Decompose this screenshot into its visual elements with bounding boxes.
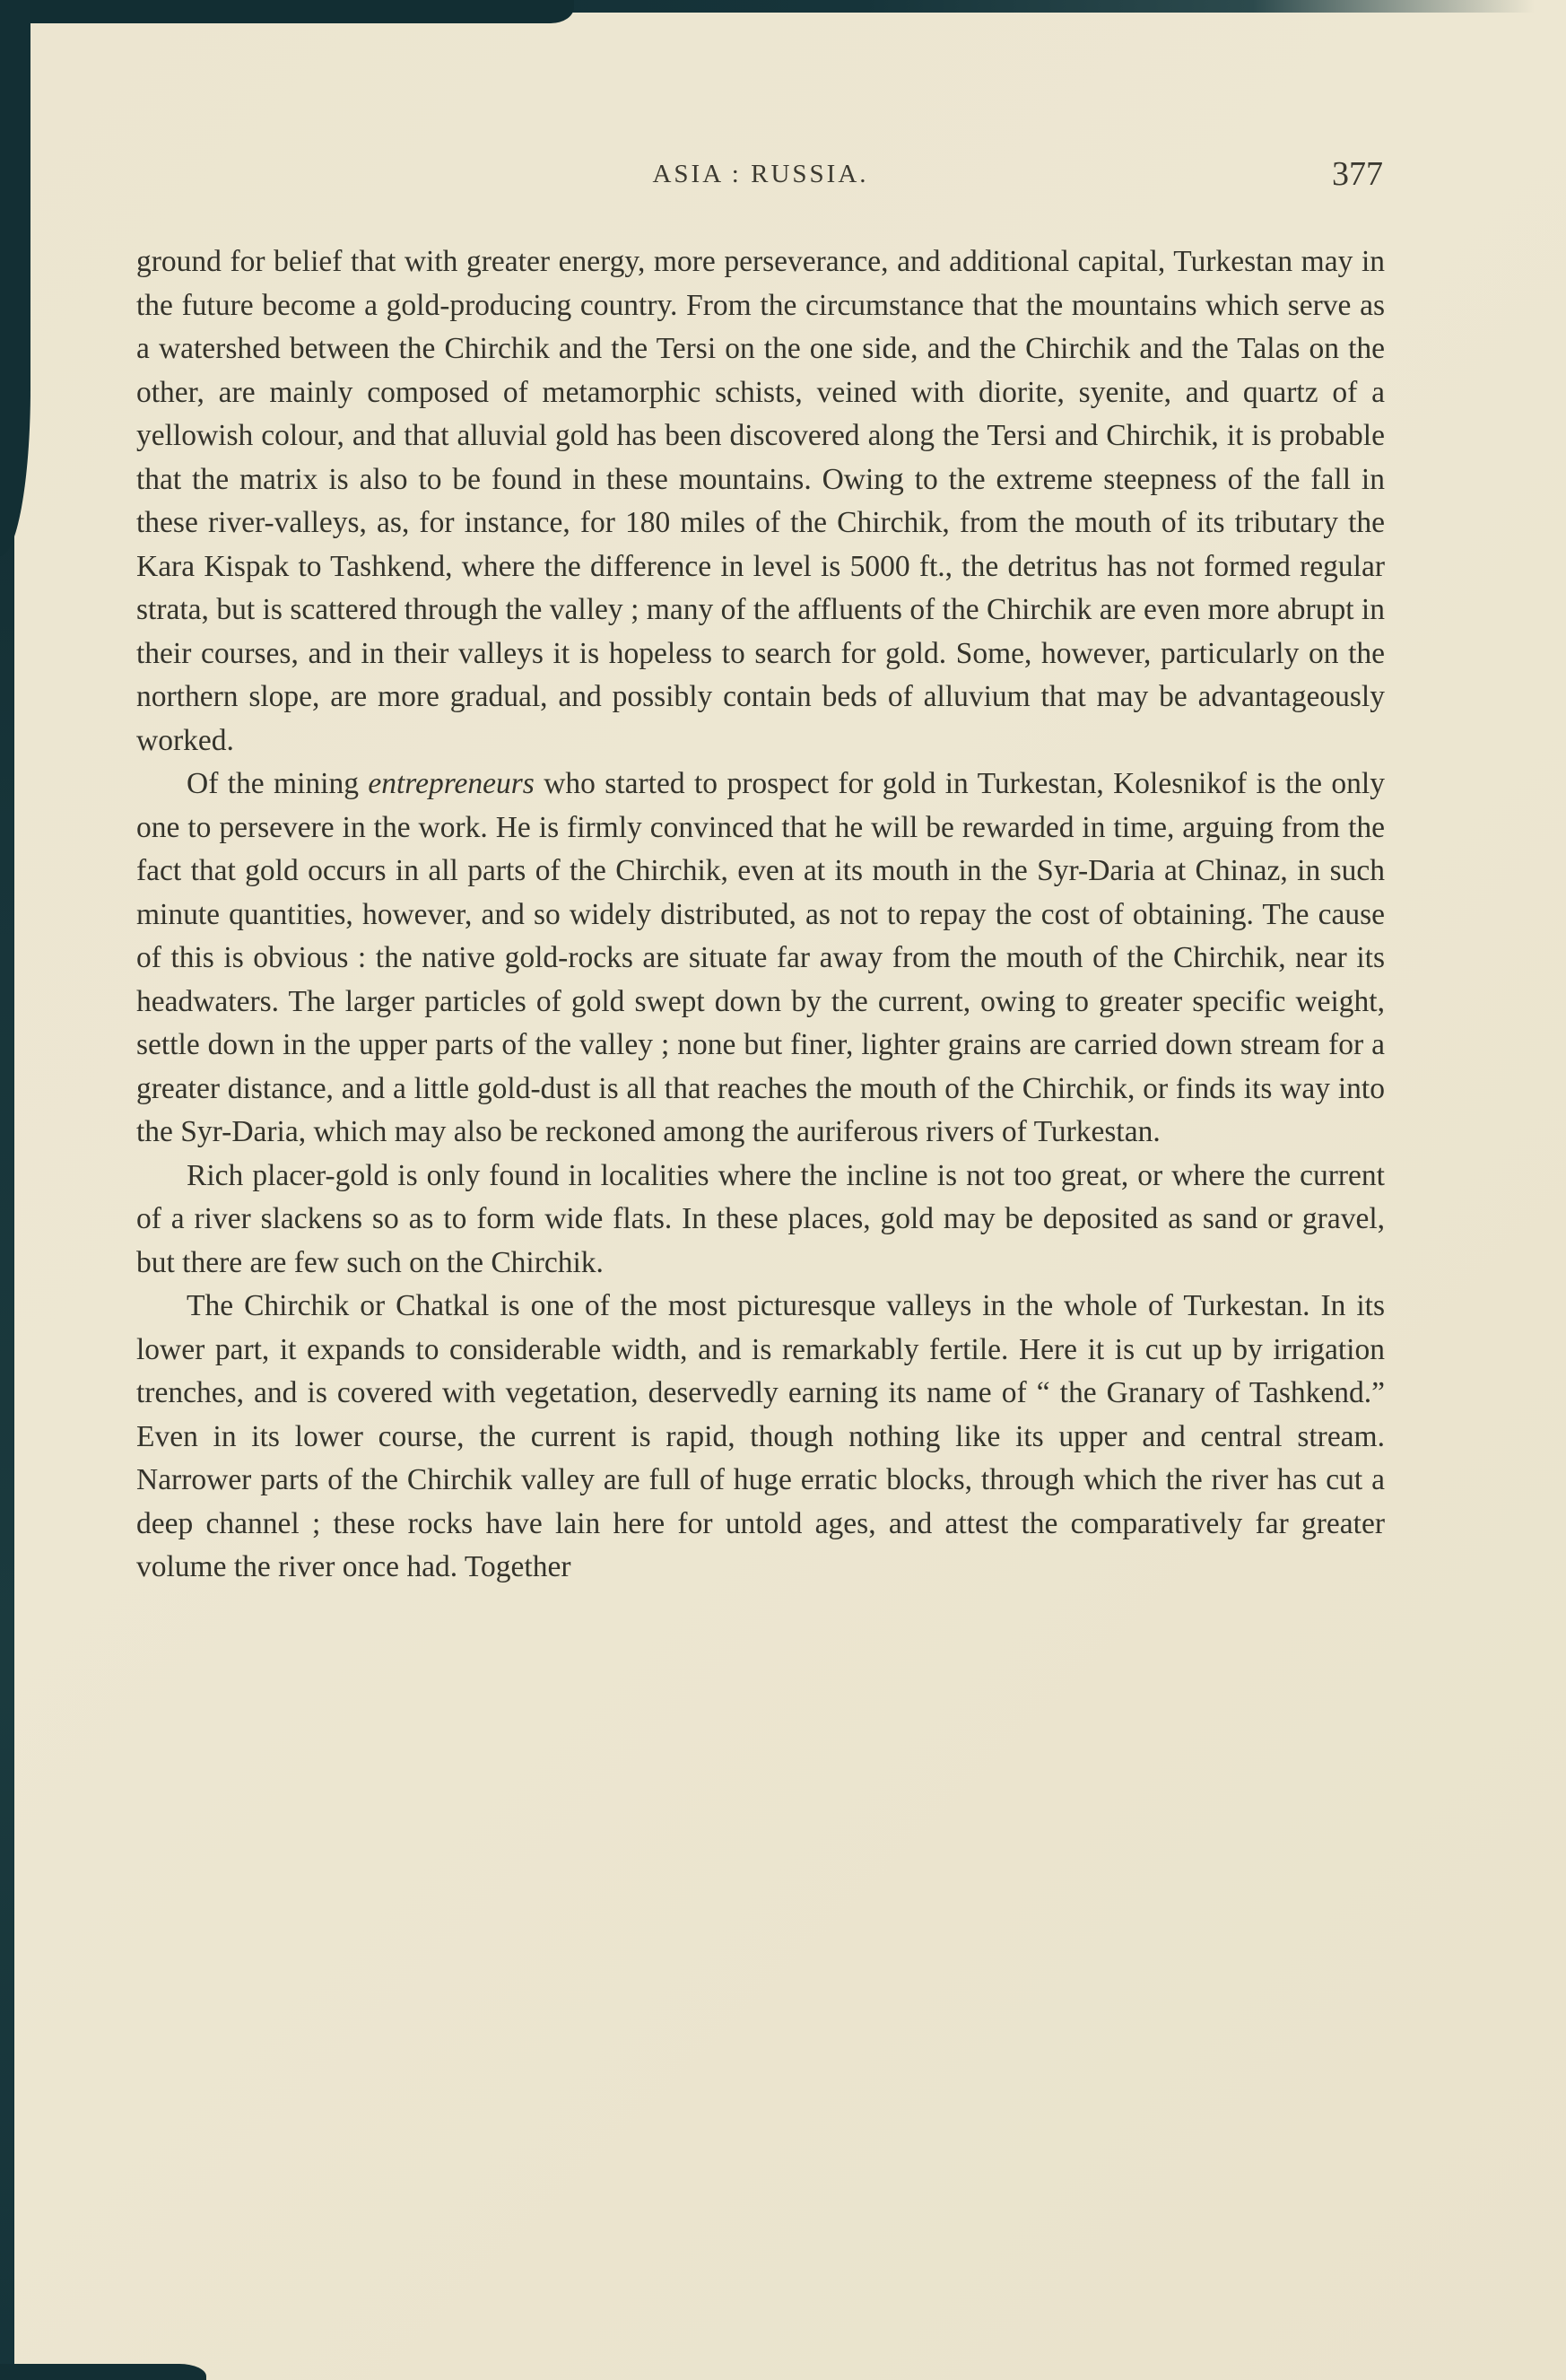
scan-edge-bottom-left <box>0 2364 206 2380</box>
paragraph-4: The Chirchik or Chatkal is one of the most picturesque valleys in the whole of Turkestan. In its lower part, it expands to considerable width, and is remarkably fertile. Here it is cut up by irrigation trenches, and is covered with vegetation, deservedly earning its name of “ the Granary of Tashkend.” Even in its lower course, the current is rapid, though nothing like its upper and central stream. Narrower parts of the Chirchik valley are full of huge erratic blocks, through which the river has cut a deep channel ; these rocks have lain here for untold ages, and attest the comparatively far greater volume the river once had. Together <box>136 1289 1385 1583</box>
scan-edge-left-upper <box>0 0 30 556</box>
running-header: ASIA : RUSSIA. <box>652 160 869 188</box>
italic-term-entrepreneurs: entrepreneurs <box>368 767 535 800</box>
page-number: 377 <box>1332 155 1383 193</box>
paragraph-3: Rich placer-gold is only found in localities where the incline is not too great, or where the current of a river slackens so as to form wide flats. In these places, gold may be deposited as sand or gravel, but there are few such on the Chirchik. <box>136 1158 1385 1279</box>
page-header-row <box>136 155 1385 203</box>
paragraph-2 <box>136 763 1385 1155</box>
paragraph-1: ground for belief that with greater energy, more perseverance, and additional capital, Turkestan may in the future become a gold-producing country. From the circumstance that the mountains which serve as a watershed between the Chirchik and the Tersi on the one side, and the Chirchik and the Talas on the other, are mainly composed of metamorphic schists, veined with diorite, syenite, and quartz of a yellowish colour, and that alluvial gold has been discovered along the Tersi and Chirchik, it is probable that the matrix is also to be found in these mountains. Owing to the extreme steepness of the fall in these river-valleys, as, for instance, for 180 miles of the Chirchik, from the mouth of its tributary the Kara Kispak to Tashkend, where the difference in level is 5000 ft., the detritus has not formed regular strata, but is scattered through the valley ; many of the affluents of the Chirchik are even more abrupt in their courses, and in their valleys it is hopeless to search for gold. Some, however, particularly on the northern slope, are more gradual, and possibly contain beds of alluvium that may be advantageously worked. <box>136 245 1385 757</box>
paragraph-2-lead: Of the mining <box>187 767 369 800</box>
paragraph-2-rest: who started to prospect for gold in Turkestan, Kolesnikof is the only one to persevere in the work. He is firmly convinced that he will be rewarded in time, arguing from the fact that gold occurs in all parts of the Chirchik, even at its mouth in the Syr-Daria at Chinaz, in such minute quantities, however, and so widely distributed, as not to repay the cost of obtaining. The cause of this is obvious : the native gold-rocks are situate far away from the mouth of the Chirchik, near its headwaters. The larger particles of gold swept down by the current, owing to greater specific weight, settle down in the upper parts of the valley ; none but finer, lighter grains are carried down stream for a greater distance, and a little gold-dust is all that reaches the mouth of the Chirchik, or finds its way into the Syr-Daria, which may also be reckoned among the auriferous rivers of Turkestan. <box>136 767 1385 1148</box>
body-text <box>136 240 1385 1590</box>
scan-edge-top-left <box>0 0 574 23</box>
